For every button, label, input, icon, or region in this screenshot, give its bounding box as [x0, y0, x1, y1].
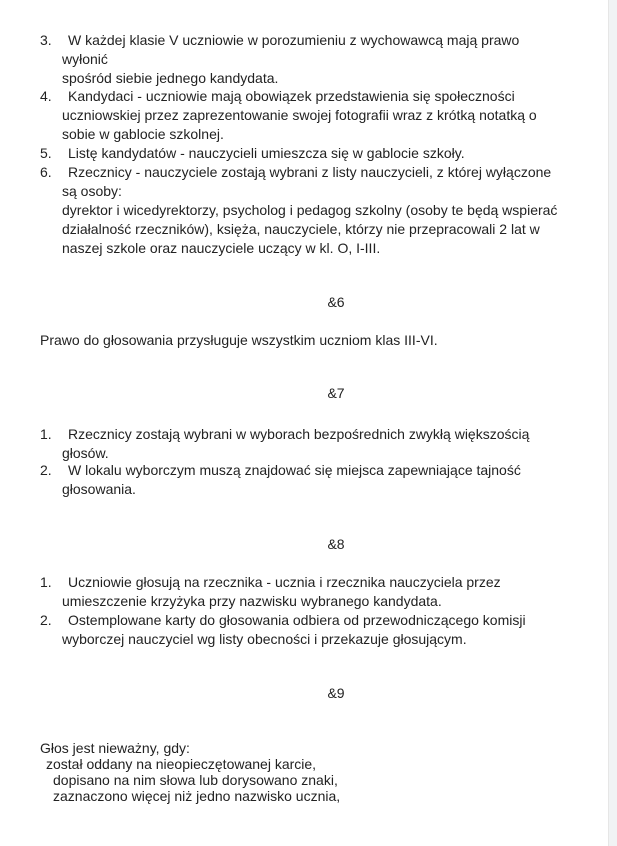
list-number: 2. — [40, 612, 52, 628]
list-text: są osoby: — [62, 183, 122, 199]
list-text: Rzecznicy - nauczyciele zostają wybrani z listy nauczycieli, z której wyłączone — [68, 164, 552, 180]
list-text: głosowania. — [62, 481, 136, 497]
sub-item: dopisano na nim słowa lub dorysowano znaki, — [53, 772, 338, 788]
list-number: 4. — [40, 88, 52, 104]
list-text: umieszczenie krzyżyka przy nazwisku wybranego kandydata. — [62, 593, 442, 609]
list-item — [0, 31, 608, 88]
list-item — [0, 573, 608, 611]
paragraph-intro: Głos jest nieważny, gdy: — [40, 740, 190, 756]
list-item — [0, 461, 608, 499]
list-item — [0, 611, 608, 649]
list-text: Rzecznicy zostają wybrani w wyborach bezpośrednich zwykłą większością — [68, 426, 530, 442]
list-text: uczniowskiej przez zaprezentowanie swojej fotografii wraz z krótką notatką o — [62, 107, 537, 123]
list-item — [0, 87, 608, 144]
list-item — [0, 163, 608, 258]
list-text: sobie w gablocie szkolnej. — [62, 126, 224, 142]
paragraph — [0, 740, 608, 804]
section-heading: &7 — [327, 385, 345, 401]
list-number: 2. — [40, 462, 52, 478]
list-text: dyrektor i wicedyrektorzy, psycholog i pedagog szkolny (osoby te będą wspierać — [62, 202, 558, 218]
list-text: Listę kandydatów - nauczycieli umieszcza się w gablocie szkoły. — [68, 145, 465, 161]
list-text: Kandydaci - uczniowie mają obowiązek przedstawienia się społeczności — [68, 88, 515, 104]
list-item — [0, 144, 608, 163]
sub-item: zaznaczono więcej niż jedno nazwisko ucznia, — [53, 788, 341, 804]
list-number: 1. — [40, 426, 52, 442]
list-text: W każdej klasie V uczniowie w porozumieniu z wychowawcą mają prawo — [68, 32, 520, 48]
paragraph: Prawo do głosowania przysługuje wszystkim uczniom klas III-VI. — [40, 332, 438, 348]
list-text: wyłonić — [62, 51, 108, 67]
list-text: działalność rzeczników), księża, nauczyciele, którzy nie przepracowali 2 lat w — [62, 221, 540, 237]
sub-item: został oddany na nieopieczętowanej karcie, — [46, 756, 317, 772]
section-heading: &9 — [327, 685, 345, 701]
list-item — [0, 425, 608, 463]
list-number: 1. — [40, 574, 52, 590]
section-heading: &6 — [327, 294, 345, 310]
list-text: Ostemplowane karty do głosowania odbiera od przewodniczącego komisji — [68, 612, 526, 628]
list-text: wyborczej nauczyciel wg listy obecności i przekazuje głosującym. — [62, 631, 467, 647]
list-text: głosów. — [62, 445, 109, 461]
list-text: W lokalu wyborczym muszą znajdować się miejsca zapewniające tajność — [68, 462, 521, 478]
list-number: 5. — [40, 145, 52, 161]
list-text: spośród siebie jednego kandydata. — [62, 70, 279, 86]
list-number: 6. — [40, 164, 52, 180]
list-text: Uczniowie głosują na rzecznika - ucznia i rzecznika nauczyciela przez — [68, 574, 501, 590]
list-number: 3. — [40, 32, 52, 48]
page-margin-strip — [608, 0, 617, 846]
list-text: naszej szkole oraz nauczyciele uczący w kl. O, I-III. — [62, 240, 381, 256]
section-heading: &8 — [327, 536, 345, 552]
